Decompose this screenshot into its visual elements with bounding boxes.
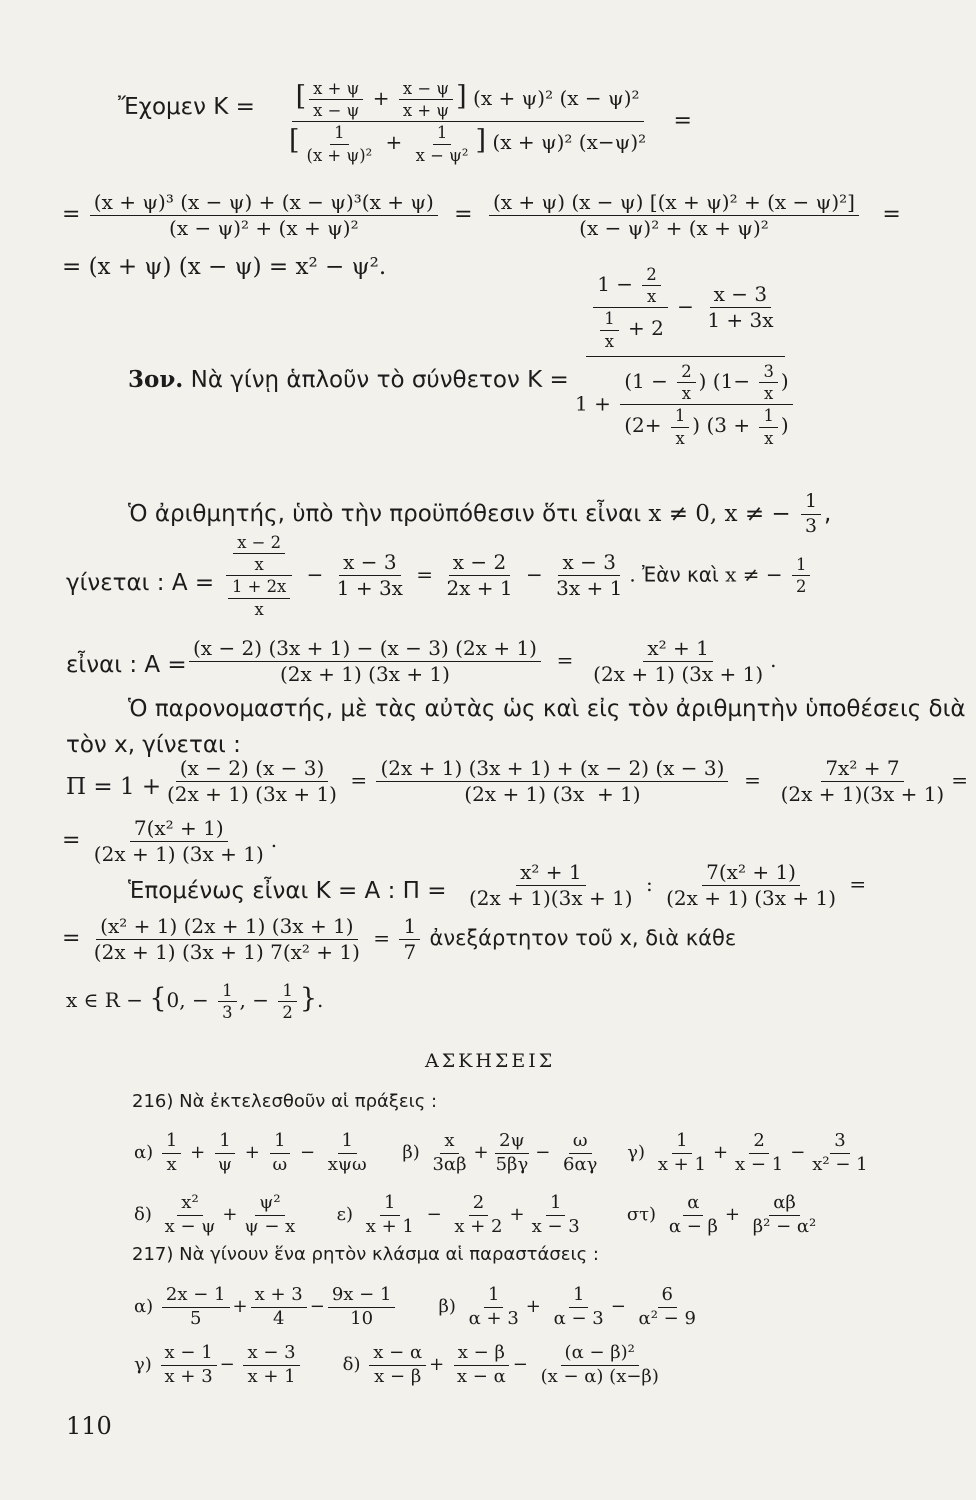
equation-a-result: $\frac{(x - 2) (3x + 1) - (x - 3) (2x + 1)}{(2x + 1) (3x + 1)}$ = $\frac{\text{x² + 1}}{(2x + 1) (3x + 1)}$ . [186, 638, 777, 685]
ex217-row1 [134, 1286, 703, 1329]
compound-fraction: 1 − $\frac{2}{x}$ $\frac{1}{x}$ + 2 − $\frac{x - 3}{1 + 3x}$ 1 + (1 − $\frac{2}{x}$ ) (1− $\frac{3}{x}$ ) (2+ $\frac{1}{x}$ ) (3 + $\frac{1}{x}$ ) [568, 266, 803, 447]
exercise-216-title: 216) Νὰ ἐκτελεσθοῦν αἱ πράξεις : [132, 1091, 438, 1112]
equation-expansion: = $\frac{\text{(x + ψ)³ (x − ψ) + (x − ψ)³(x + ψ)}}{\text{(x − ψ)² + (x + ψ)²}}$ = $\frac{\text{(x + ψ) (x − ψ) [(x + ψ)² + (x − ψ)²]}}{\text{(x − ψ)² + (x + ψ)²}}$ = [62, 190, 901, 240]
denominator-condition-cont: τὸν x, γίνεται : [66, 732, 241, 758]
label-ginetai-a: γίνεται : Α = [66, 570, 215, 596]
ex216-st: στ) $\frac{\alpha}{\alpha - \beta}$ + $\frac{\alpha\beta}{\text{β² − α²}}$ [626, 1192, 817, 1237]
problem-3-heading [128, 368, 569, 392]
ex217-b: β) $\frac{1}{\alpha + 3}$ + $\frac{1}{\alpha - 3}$ − $\frac{6}{\text{α² − 9}}$ [438, 1284, 696, 1329]
ex216-c: γ) $\frac{1}{x + 1}$ + $\frac{2}{x - 1}$ − $\frac{3}{\text{x² − 1}}$ [627, 1130, 868, 1175]
ex217-c: γ) $\frac{x - 1}{x + 3}$ − $\frac{x - 3}{x + 1}$ [134, 1354, 303, 1375]
ex217-a: α) $\frac{2x - 1}{5}$ + $\frac{x + 3}{4}$ − $\frac{9x - 1}{10}$ [134, 1296, 398, 1317]
denominator-condition: Ὁ παρονομαστής, μὲ τὰς αὐτὰς ὡς καὶ εἰς τὸν ἀριθμητὴν ὑποθέσεις διὰ [128, 696, 966, 722]
equation-final: = $\frac{\text{(x² + 1) (2x + 1) (3x + 1)}}{\text{(2x + 1) (3x + 1) 7(x² + 1)}}$ = $\frac{1}{7}$ ἀνεξάρτητον τοῦ x, διὰ κάθε [62, 914, 737, 964]
final-note: ἀνεξάρτητον τοῦ x, διὰ κάθε [429, 926, 737, 950]
problem-text: Νὰ γίνῃ ἁπλοῦν τὸ σύνθετον Κ = [190, 367, 569, 393]
ex216-a: α) $\frac{1}{x}$ + $\frac{1}{\psi}$ + $\frac{1}{\omega}$ − 1 xψω [134, 1130, 367, 1175]
page-number: 110 [66, 1412, 112, 1440]
fraction-k-main: [ $\frac{x + \psi}{x - \psi}$ + $\frac{x - \psi}{x + \psi}$ ] (x + ψ)² (x − ψ)² [ $\frac{1}{\text{(x + ψ)²}}$ + $\frac{1}{\text{x − ψ²}}$ ] (x + ψ)² (x−ψ)² = [289, 79, 692, 165]
problem-label: 3ον. [128, 366, 184, 393]
ex217-d: δ) $\frac{x - \alpha}{x - \beta}$ + $\frac{x - \beta}{x - \alpha}$ − $\frac{\text{(α − β)²}}{(x - \alpha) (x-\beta)}$ [342, 1342, 659, 1387]
ex216-row1 [134, 1132, 875, 1175]
label-pi: Π = 1 + [66, 774, 162, 800]
numerator-condition: Ὁ ἀριθμητής, ὑπὸ τὴν προϋπόθεσιν ὅτι εἶναι x ≠ 0, x ≠ − $\frac{1}{3}$ , [128, 490, 832, 537]
exercise-217-title: 217) Νὰ γίνουν ἕνα ρητὸν κλάσμα αἱ παραστάσεις : [132, 1244, 599, 1265]
domain-statement: x ∈ R − {0, − $\frac{1}{3}$ , − $\frac{1}{2}$ }. [66, 981, 324, 1023]
equation-pi-result: = $\frac{\text{7(x² + 1)}}{(2x + 1) (3x + 1)}$ . [62, 816, 278, 866]
ex216-d: δ) $\frac{\text{x²}}{x - \psi}$ + $\frac{\text{ψ²}}{\psi - x}$ [134, 1192, 296, 1237]
equation-a-simplify: $\frac{\frac{x - 2}{x}}{\frac{1 + 2x}{x}}$ − $\frac{x - 3}{1 + 3x}$ = $\frac{x - 2}{2x + 1}$ − $\frac{x - 3}{3x + 1}$ . Ἐὰν καὶ x ≠ − $\frac{1}{2}$ [218, 534, 813, 618]
text-echomen: Ἔχομεν Κ = [118, 94, 255, 120]
label-therefore: Ἑπομένως εἶναι Κ = Α : Π = [128, 878, 447, 904]
equation-k-definition [118, 96, 255, 119]
equation-pi: $\frac{(x - 2) (x - 3)}{(2x + 1) (3x + 1)}$ = $\frac{(2x + 1) (3x + 1) + (x - 2) (x - 3)}{(2x + 1) (3x + 1)}$ = $\frac{\text{7x² + 7}}{(2x + 1)(3x + 1)}$ = [167, 756, 969, 806]
equation-k-result: $\frac{\text{x² + 1}}{(2x + 1)(3x + 1)}$ : $\frac{\text{7(x² + 1)}}{(2x + 1) (3x + 1)}$ = [469, 860, 867, 910]
label-einai-a: εἶναι : Α = [66, 652, 187, 678]
ex216-b: β) $\frac{x}{3\alpha\beta}$ + $\frac{2\psi}{5\beta\gamma}$ − $\frac{\omega}{6\alpha\gamma}$ [402, 1130, 598, 1175]
ex216-row2 [134, 1194, 823, 1237]
ex217-row2 [134, 1344, 666, 1387]
equation-result: = (x + ψ) (x − ψ) = x² − ψ². [62, 254, 387, 280]
ex216-e: ε) $\frac{1}{x + 1}$ − $\frac{2}{x + 2}$ + $\frac{1}{x - 3}$ [336, 1192, 580, 1237]
section-title: ΑΣΚΗΣΕΙΣ [425, 1050, 556, 1072]
